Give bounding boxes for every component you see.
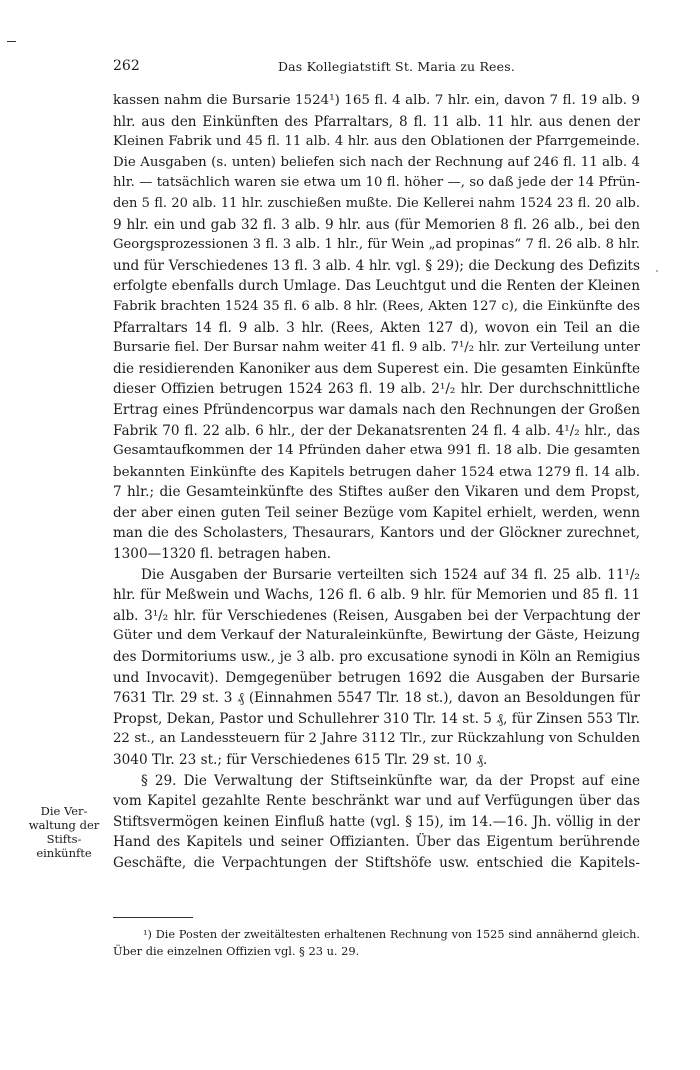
text-line: den 5 fl. 20 alb. 11 hlr. zuschießen mußte. Die Kellerei nahm 1524 23 fl. 20 alb.: [113, 195, 640, 211]
footnote: [113, 926, 640, 960]
text-line: 7 hlr.; die Gesamteinkünfte des Stiftes außer den Vikaren und dem Propst,: [113, 484, 640, 501]
text-line: Die Ausgaben (s. unten) beliefen sich nach der Rechnung auf 246 fl. 11 alb. 4: [113, 154, 640, 170]
text-line: Gesamtaufkommen der 14 Pfründen daher etwa 991 fl. 18 alb. Die gesamten: [113, 443, 640, 459]
footnote-rule: [113, 917, 193, 918]
margin-note-line: Die Ver-: [40, 804, 88, 818]
text-line: erfolgte ebenfalls durch Umlage. Das Leuchtgut und die Renten der Kleinen: [113, 278, 640, 295]
text-line: bekannten Einkünfte des Kapitels betrugen daher 1524 etwa 1279 fl. 14 alb.: [113, 463, 640, 480]
text-line: Güter und dem Verkauf der Naturaleinkünfte, Bewirtung der Gäste, Heizung: [113, 628, 640, 644]
footnote-line: ¹) Die Posten der zweitältesten erhaltenen Rechnung von 1525 sind annähernd gleich.: [143, 928, 640, 941]
text-line: 1300—1320 fl. betragen haben.: [113, 546, 332, 563]
text-line: alb. 3¹/₂ hlr. für Verschiedenes (Reisen, Ausgaben bei der Verpachtung der: [113, 607, 640, 624]
text-line: Geschäfte, die Verpachtungen der Stiftshöfe usw. entschied die Kapitels-: [113, 854, 640, 871]
text-line: Stiftsvermögen keinen Einfluß hatte (vgl. § 15), im 14.—16. Jh. völlig in der: [113, 813, 640, 830]
text-line: dieser Offizien betrugen 1524 263 fl. 19 alb. 2¹/₂ hlr. Der durchschnittliche: [113, 381, 640, 398]
text-line: Ertrag eines Pfründencorpus war damals nach den Rechnungen der Großen: [113, 401, 640, 418]
margin-note-line: waltung der: [28, 818, 100, 832]
footnote-line: Über die einzelnen Offizien vgl. § 23 u. 29.: [113, 944, 360, 958]
text-line: Georgsprozessionen 3 fl. 3 alb. 1 hlr., für Wein „ad propinas“ 7 fl. 26 alb. 8 hlr.: [113, 237, 640, 253]
text-line: Fabrik brachten 1524 35 fl. 6 alb. 8 hlr. (Rees, Akten 127 c), die Einkünfte des: [113, 298, 640, 314]
text-line: hlr. — tatsächlich waren sie etwa um 10 fl. höher —, so daß jede der 14 Pfrün-: [113, 175, 640, 191]
margin-note: [20, 804, 108, 860]
text-line: hlr. aus den Einkünften des Pfarraltars, 8 fl. 11 alb. 11 hlr. aus denen der: [113, 113, 640, 130]
scan-speck: [656, 270, 658, 272]
text-line: Hand des Kapitels und seiner Offizianten. Über das Eigentum berührende: [113, 834, 640, 851]
text-line: Pfarraltars 14 fl. 9 alb. 3 hlr. (Rees, Akten 127 d), wovon ein Teil an die: [113, 319, 640, 336]
page-number: 262: [113, 58, 140, 74]
page-header: [113, 58, 640, 80]
text-line: hlr. für Meßwein und Wachs, 126 fl. 6 alb. 9 hlr. für Memorien und 85 fl. 11: [113, 587, 640, 604]
text-line: Kleinen Fabrik und 45 fl. 11 alb. 4 hlr. aus den Oblationen der Pfarrgemeinde.: [113, 134, 640, 150]
text-line: 9 hlr. ein und gab 32 fl. 3 alb. 9 hlr. aus (für Memorien 8 fl. 26 alb., bei den: [113, 216, 640, 233]
text-line: 22 st., an Landessteuern für 2 Jahre 3112 Tlr., zur Rückzahlung von Schulden: [113, 731, 640, 747]
text-line: und für Verschiedenes 13 fl. 3 alb. 4 hlr. vgl. § 29); die Deckung des Defizits: [113, 257, 640, 274]
text-line: Fabrik 70 fl. 22 alb. 6 hlr., der der Dekanatsrenten 24 fl. 4 alb. 4¹/₂ hlr., das: [113, 422, 640, 439]
margin-note-line: Stifts-: [46, 832, 82, 846]
text-line: Bursarie fiel. Der Bursar nahm weiter 41 fl. 9 alb. 7¹/₂ hlr. zur Verteilung unter: [113, 340, 640, 356]
text-line: des Dormitoriums usw., je 3 alb. pro excusatione synodi in Köln an Remigius: [113, 649, 640, 666]
text-line: vom Kapitel gezahlte Rente beschränkt war und auf Verfügungen über das: [113, 793, 640, 810]
text-line: kassen nahm die Bursarie 1524¹) 165 fl. 4 alb. 7 hlr. ein, davon 7 fl. 19 alb. 9: [113, 93, 640, 108]
text-line: 3040 Tlr. 23 st.; für Verschiedenes 615 Tlr. 29 st. 10 ₰.: [113, 752, 488, 768]
running-title: Das Kollegiatstift St. Maria zu Rees.: [277, 59, 516, 74]
margin-mark: [7, 41, 16, 42]
margin-note-line: einkünfte: [36, 846, 92, 860]
text-line: der aber einen guten Teil seiner Bezüge vom Kapitel erhielt, werden, wenn: [113, 504, 640, 521]
text-line: man die des Scholasters, Thesaurars, Kantors und der Glöckner zurechnet,: [113, 525, 640, 542]
text-line: die residierenden Kanoniker aus dem Superest ein. Die gesamten Einkünfte: [113, 360, 640, 377]
text-line: Die Ausgaben der Bursarie verteilten sich 1524 auf 34 fl. 25 alb. 11¹/₂: [141, 566, 640, 583]
text-line: Propst, Dekan, Pastor und Schullehrer 310 Tlr. 14 st. 5 ₰, für Zinsen 553 Tlr.: [113, 710, 640, 727]
body-text: [113, 91, 640, 874]
text-line: 7631 Tlr. 29 st. 3 ₰ (Einnahmen 5547 Tlr. 18 st.), davon an Besoldungen für: [113, 690, 640, 707]
text-line: und Invocavit). Demgegenüber betrugen 1692 die Ausgaben der Bursarie: [113, 669, 640, 686]
text-line: § 29. Die Verwaltung der Stiftseinkünfte war, da der Propst auf eine: [141, 772, 640, 789]
